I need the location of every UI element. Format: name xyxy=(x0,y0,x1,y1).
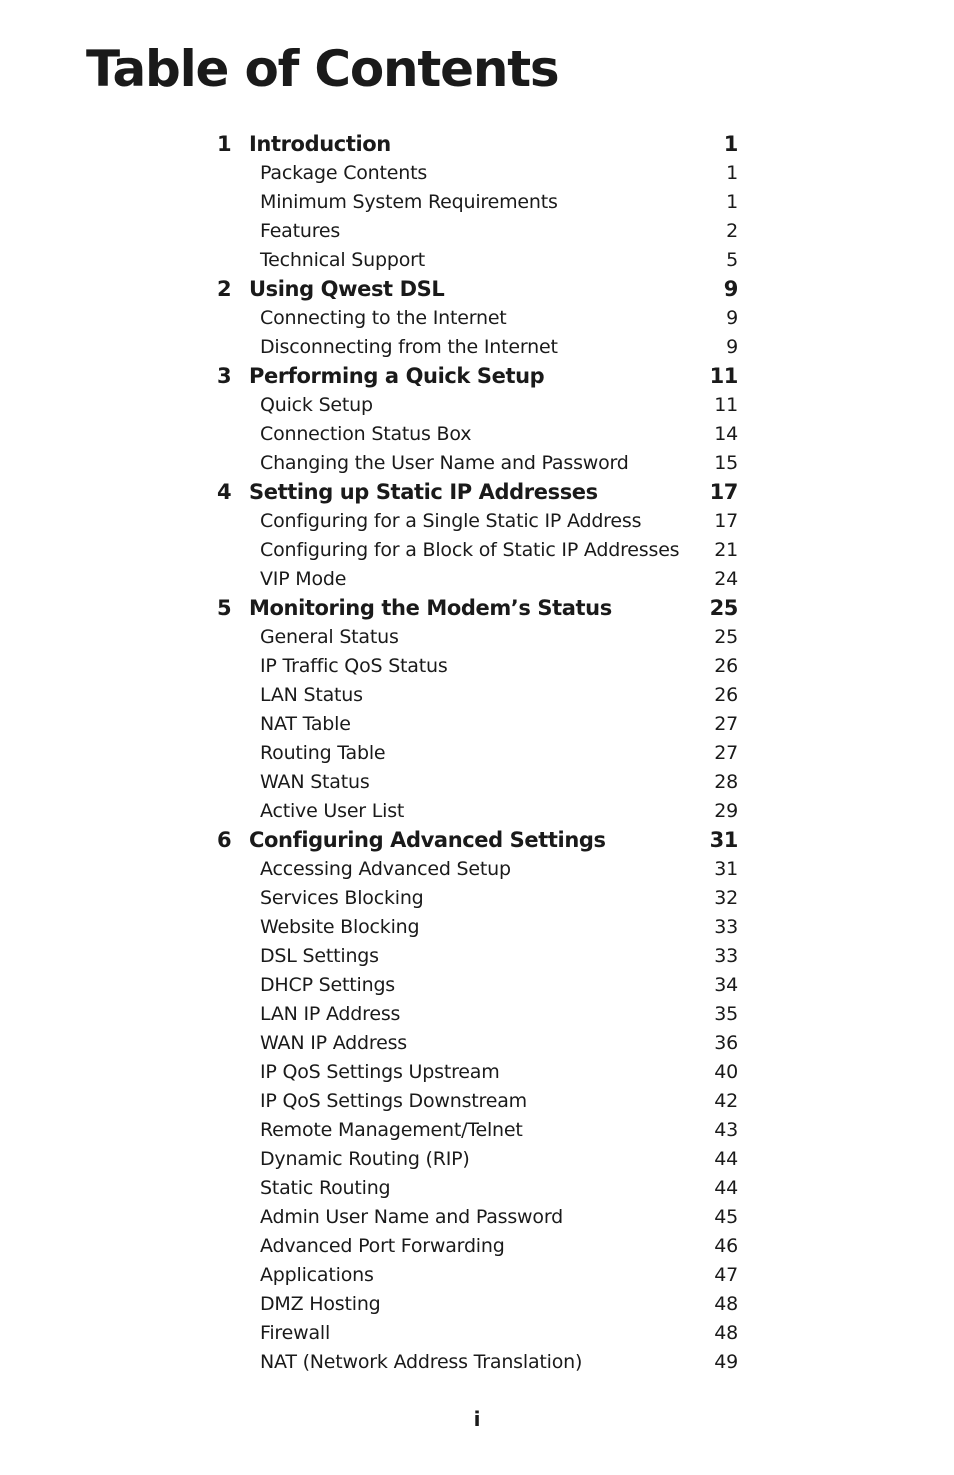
toc-section-row[interactable] xyxy=(210,565,738,594)
toc-section-title: Disconnecting from the Internet xyxy=(260,336,558,358)
toc-section-title: Applications xyxy=(260,1264,374,1286)
toc-section-row[interactable] xyxy=(210,623,738,652)
toc-chapter-title: Introduction xyxy=(249,132,391,156)
toc-page-number: 31 xyxy=(714,858,738,880)
toc-section-title: Active User List xyxy=(260,800,405,822)
toc-section-title: Technical Support xyxy=(260,249,425,271)
toc-section-row[interactable] xyxy=(210,681,738,710)
toc-page-number: 47 xyxy=(714,1264,738,1286)
toc-section-row[interactable] xyxy=(210,710,738,739)
toc-section-title: Admin User Name and Password xyxy=(260,1206,563,1228)
toc-page-number: 45 xyxy=(714,1206,738,1228)
toc-page-number: 33 xyxy=(714,916,738,938)
toc-chapter-title: Configuring Advanced Settings xyxy=(249,828,606,852)
toc-section-title: General Status xyxy=(260,626,399,648)
toc-chapter-row[interactable] xyxy=(210,826,738,855)
toc-page-number: 1 xyxy=(723,132,738,156)
toc-page-number: 44 xyxy=(714,1177,738,1199)
toc-section-row[interactable] xyxy=(210,971,738,1000)
toc-chapter-number: 2 xyxy=(217,277,232,301)
toc-page-number: 9 xyxy=(726,336,738,358)
toc-section-title: Routing Table xyxy=(260,742,386,764)
toc-page-number: 32 xyxy=(714,887,738,909)
toc-chapter-number: 1 xyxy=(217,132,232,156)
toc-page-number: 21 xyxy=(714,539,738,561)
toc-page-number: 28 xyxy=(714,771,738,793)
toc-section-row[interactable] xyxy=(210,1000,738,1029)
toc-page-number: 2 xyxy=(726,220,738,242)
toc-section-title: Connecting to the Internet xyxy=(260,307,507,329)
toc-page-number: 17 xyxy=(714,510,738,532)
toc-page-number: 48 xyxy=(714,1322,738,1344)
toc-section-row[interactable] xyxy=(210,1290,738,1319)
toc-section-title: DHCP Settings xyxy=(260,974,396,996)
toc-section-title: IP Traffic QoS Status xyxy=(260,655,448,677)
toc-section-title: Quick Setup xyxy=(260,394,373,416)
toc-section-row[interactable] xyxy=(210,449,738,478)
toc-section-row[interactable] xyxy=(210,1232,738,1261)
toc-section-row[interactable] xyxy=(210,188,738,217)
toc-section-title: Configuring for a Single Static IP Address xyxy=(260,510,642,532)
toc-section-row[interactable] xyxy=(210,884,738,913)
toc-chapter-number: 4 xyxy=(217,480,232,504)
toc-chapter-number: 3 xyxy=(217,364,232,388)
toc-chapter-title: Monitoring the Modem’s Status xyxy=(249,596,612,620)
toc-section-row[interactable] xyxy=(210,797,738,826)
toc-section-row[interactable] xyxy=(210,507,738,536)
toc-section-row[interactable] xyxy=(210,159,738,188)
toc-chapter-row[interactable] xyxy=(210,275,738,304)
toc-page-number: 11 xyxy=(714,394,738,416)
toc-section-row[interactable] xyxy=(210,217,738,246)
toc-section-title: IP QoS Settings Downstream xyxy=(260,1090,527,1112)
toc-section-title: Firewall xyxy=(260,1322,331,1344)
toc-section-row[interactable] xyxy=(210,1058,738,1087)
toc-section-row[interactable] xyxy=(210,1348,738,1377)
toc-page-number: 14 xyxy=(714,423,738,445)
toc-page-number: 1 xyxy=(726,191,738,213)
toc-page-number: 43 xyxy=(714,1119,738,1141)
toc-page-number: 25 xyxy=(714,626,738,648)
toc-section-row[interactable] xyxy=(210,739,738,768)
toc-page-number: 5 xyxy=(726,249,738,271)
toc-chapter-row[interactable] xyxy=(210,478,738,507)
toc-section-title: IP QoS Settings Upstream xyxy=(260,1061,500,1083)
toc-section-title: WAN Status xyxy=(260,771,370,793)
toc-chapter-row[interactable] xyxy=(210,594,738,623)
toc-section-title: DSL Settings xyxy=(260,945,379,967)
toc-section-title: Configuring for a Block of Static IP Addresses xyxy=(260,539,680,561)
toc-section-title: DMZ Hosting xyxy=(260,1293,381,1315)
toc-section-row[interactable] xyxy=(210,1087,738,1116)
toc-section-title: Static Routing xyxy=(260,1177,391,1199)
toc-section-row[interactable] xyxy=(210,652,738,681)
toc-section-title: LAN Status xyxy=(260,684,363,706)
toc-chapter-title: Setting up Static IP Addresses xyxy=(249,480,598,504)
toc-section-row[interactable] xyxy=(210,855,738,884)
toc-section-row[interactable] xyxy=(210,333,738,362)
toc-section-row[interactable] xyxy=(210,1203,738,1232)
toc-page-number: 42 xyxy=(714,1090,738,1112)
toc-page-number: 26 xyxy=(714,684,738,706)
toc-section-row[interactable] xyxy=(210,1174,738,1203)
toc-section-title: Advanced Port Forwarding xyxy=(260,1235,505,1257)
toc-section-title: Minimum System Requirements xyxy=(260,191,558,213)
toc-page-number: 49 xyxy=(714,1351,738,1373)
toc-page-number: 31 xyxy=(709,828,738,852)
page-number: i xyxy=(473,1407,481,1431)
toc-section-row[interactable] xyxy=(210,1029,738,1058)
toc-section-title: Changing the User Name and Password xyxy=(260,452,629,474)
toc-section-row[interactable] xyxy=(210,1261,738,1290)
toc-section-title: Features xyxy=(260,220,341,242)
toc-page-number: 29 xyxy=(714,800,738,822)
toc-section-title: Services Blocking xyxy=(260,887,424,909)
toc-page-number: 26 xyxy=(714,655,738,677)
toc-page-number: 9 xyxy=(723,277,738,301)
toc-section-title: Remote Management/Telnet xyxy=(260,1119,523,1141)
toc-page-number: 15 xyxy=(714,452,738,474)
toc-page-number: 40 xyxy=(714,1061,738,1083)
toc-chapter-title: Using Qwest DSL xyxy=(249,277,445,301)
toc-section-title: VIP Mode xyxy=(260,568,347,590)
toc-page-number: 27 xyxy=(714,713,738,735)
toc-page-number: 27 xyxy=(714,742,738,764)
toc-page-number: 46 xyxy=(714,1235,738,1257)
toc-page-number: 44 xyxy=(714,1148,738,1170)
toc-section-title: Accessing Advanced Setup xyxy=(260,858,511,880)
toc-section-row[interactable] xyxy=(210,768,738,797)
toc-page-number: 11 xyxy=(709,364,738,388)
toc-section-row[interactable] xyxy=(210,304,738,333)
toc-section-row[interactable] xyxy=(210,420,738,449)
toc-page-number: 36 xyxy=(714,1032,738,1054)
toc-section-title: NAT Table xyxy=(260,713,351,735)
toc-section-row[interactable] xyxy=(210,536,738,565)
toc-page-number: 48 xyxy=(714,1293,738,1315)
toc-section-title: WAN IP Address xyxy=(260,1032,407,1054)
toc-section-title: LAN IP Address xyxy=(260,1003,401,1025)
toc-chapter-number: 5 xyxy=(217,596,232,620)
toc-section-title: Website Blocking xyxy=(260,916,420,938)
toc-section-row[interactable] xyxy=(210,1145,738,1174)
toc-page-number: 24 xyxy=(714,568,738,590)
toc-page-number: 17 xyxy=(709,480,738,504)
toc-section-title: Dynamic Routing (RIP) xyxy=(260,1148,470,1170)
toc-section-row[interactable] xyxy=(210,1319,738,1348)
toc-list xyxy=(210,130,738,1377)
page-title: Table of Contents xyxy=(86,40,559,98)
toc-section-row[interactable] xyxy=(210,942,738,971)
toc-chapter-row[interactable] xyxy=(210,130,738,159)
toc-section-title: Package Contents xyxy=(260,162,428,184)
toc-section-row[interactable] xyxy=(210,1116,738,1145)
toc-section-title: NAT (Network Address Translation) xyxy=(260,1351,583,1373)
toc-page-number: 33 xyxy=(714,945,738,967)
toc-chapter-row[interactable] xyxy=(210,362,738,391)
toc-page-number: 9 xyxy=(726,307,738,329)
toc-page-number: 35 xyxy=(714,1003,738,1025)
toc-section-row[interactable] xyxy=(210,913,738,942)
toc-page-number: 34 xyxy=(714,974,738,996)
toc-section-row[interactable] xyxy=(210,391,738,420)
toc-section-title: Connection Status Box xyxy=(260,423,472,445)
toc-page-number: 1 xyxy=(726,162,738,184)
toc-chapter-number: 6 xyxy=(217,828,232,852)
toc-section-row[interactable] xyxy=(210,246,738,275)
toc-chapter-title: Performing a Quick Setup xyxy=(249,364,545,388)
toc-page-number: 25 xyxy=(709,596,738,620)
